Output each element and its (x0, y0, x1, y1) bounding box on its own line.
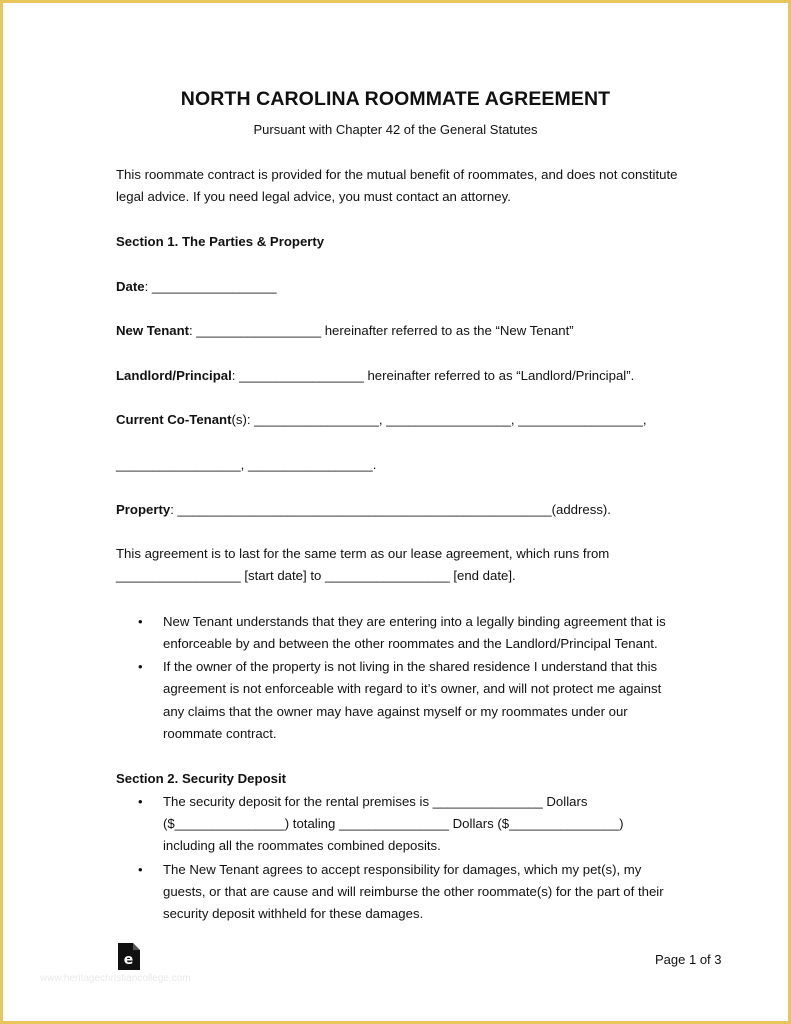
deposit-bullet-line-1: The security deposit for the rental premises is _______________ Dollars (163, 794, 588, 809)
section-2-heading: Section 2. Security Deposit (116, 771, 287, 786)
bullet-2-line-1: If the owner of the property is not living in the shared residence I understand that this (163, 659, 658, 674)
landlord-label: Landlord/Principal (116, 368, 232, 383)
bullet-1-line-1: New Tenant understands that they are entering into a legally binding agreement that is (163, 614, 666, 629)
deposit-bullet-line-2: ($_______________) totaling _______________ Dollars ($_______________) (163, 816, 624, 831)
document-subtitle: Pursuant with Chapter 42 of the General Statutes (253, 122, 538, 137)
section-1-heading: Section 1. The Parties & Property (116, 234, 325, 249)
bullet-marker: • (138, 659, 143, 674)
intro-line-2: legal advice. If you need legal advice, you must contact an attorney. (116, 189, 511, 204)
term-line-1: This agreement is to last for the same term as our lease agreement, which runs from (116, 546, 610, 561)
cotenant-blanks-line-2: _________________, _________________. (116, 457, 377, 472)
landlord-blank: : _________________ hereinafter referred to as “Landlord/Principal”. (231, 368, 635, 383)
new-tenant-label: New Tenant (116, 323, 190, 338)
date-label: Date (116, 279, 145, 294)
damages-bullet-line-3: security deposit withheld for these damages. (163, 906, 424, 921)
bullet-2-line-4: roommate contract. (163, 726, 277, 741)
property-blank: : ___________________________________________________(address). (170, 502, 611, 517)
date-blank: : _________________ (144, 279, 277, 294)
new-tenant-blank: : _________________ hereinafter referred to as the “New Tenant” (189, 323, 574, 338)
bullet-marker: • (138, 794, 143, 809)
bullet-1-line-2: enforceable by and between the other roommates and the Landlord/Principal Tenant. (163, 636, 658, 651)
damages-bullet-line-2: guests, or that are cause and will reimburse the other roommate(s) for the part of their (163, 884, 664, 899)
damages-bullet-line-1: The New Tenant agrees to accept responsibility for damages, which my pet(s), my (163, 862, 642, 877)
cotenant-blanks: (s): _________________, _________________, _________________, (231, 412, 647, 427)
bullet-2-line-2: agreement is not enforceable with regard to it’s owner, and will not protect me against (163, 681, 662, 696)
bullet-2-line-3: any claims that the owner may have against myself or my roommates under our (163, 704, 628, 719)
intro-line-1: This roommate contract is provided for the mutual benefit of roommates, and does not constitute (116, 167, 678, 182)
term-line-2: _________________ [start date] to _________________ [end date]. (116, 568, 516, 583)
bullet-marker: • (138, 614, 143, 629)
svg-text:e: e (123, 952, 134, 968)
watermark-text: www.heritagechristiancollege.com (40, 973, 191, 984)
deposit-bullet-line-3: including all the roommates combined deposits. (163, 838, 441, 853)
property-label: Property (116, 502, 171, 517)
document-title: NORTH CAROLINA ROOMMATE AGREEMENT (180, 88, 611, 110)
cotenant-label: Current Co-Tenant (116, 412, 232, 427)
bullet-marker: • (138, 862, 143, 877)
page-number: Page 1 of 3 (655, 952, 722, 967)
